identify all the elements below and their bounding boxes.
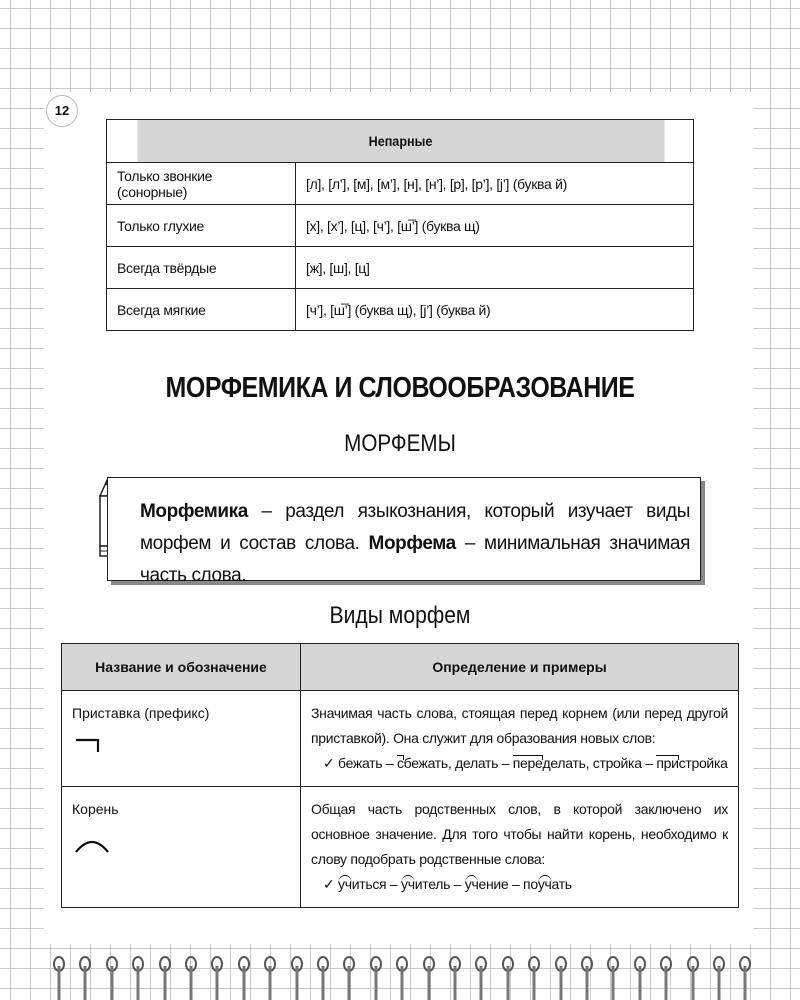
term-morpheme: Морфема xyxy=(368,533,456,554)
root-marked: уч xyxy=(464,876,479,892)
morph-types-title: Виды морфем xyxy=(329,602,471,629)
root-marked: уч xyxy=(338,876,352,892)
section-title: МОРФЕМИКА И СЛОВООБРАЗОВАНИЕ xyxy=(165,372,635,404)
spiral-ring-icon xyxy=(738,950,752,1000)
row-label: Только глухие xyxy=(107,205,296,247)
spiral-ring-icon xyxy=(237,950,251,1000)
spiral-ring-icon xyxy=(105,950,119,1000)
spiral-ring-icon xyxy=(659,950,673,1000)
spiral-ring-icon xyxy=(263,950,277,1000)
root-marked: уч xyxy=(401,876,415,892)
morpheme-example xyxy=(311,872,728,897)
table-row xyxy=(107,205,694,247)
root-arc-icon xyxy=(72,830,112,856)
morpheme-definition: Значимая часть слова, стоящая перед корнем (или перед другой приставкой). Она служит для образования новых слов: xyxy=(311,705,728,746)
table-row xyxy=(62,691,739,787)
morpheme-name-cell xyxy=(62,691,301,787)
unpaired-consonants-table xyxy=(106,119,694,331)
spiral-ring-icon xyxy=(422,950,436,1000)
spiral-ring-icon xyxy=(633,950,647,1000)
morpheme-example xyxy=(311,751,728,776)
spiral-ring-icon xyxy=(158,950,172,1000)
table-row xyxy=(107,163,694,205)
prefix-marked: при xyxy=(656,755,679,771)
spiral-ring-icon xyxy=(686,950,700,1000)
prefix-symbol-icon xyxy=(72,734,102,756)
example-part: стройка xyxy=(678,755,728,771)
spiral-ring-icon xyxy=(52,950,66,1000)
morpheme-types-table xyxy=(61,643,739,908)
spiral-ring-icon xyxy=(184,950,198,1000)
spiral-ring-icon xyxy=(342,950,356,1000)
definition-morphemics: – раздел языкознания, который изучает виды морфем и состав слова. xyxy=(140,501,690,554)
prefix-marked: с xyxy=(396,755,404,771)
spiral-ring-icon xyxy=(78,950,92,1000)
spiral-ring-icon xyxy=(316,950,330,1000)
example-part: бежать, делать – xyxy=(403,755,513,771)
root-marked: уч xyxy=(537,876,552,892)
spiral-ring-icon xyxy=(448,950,462,1000)
spiral-ring-icon xyxy=(369,950,383,1000)
spiral-ring-icon xyxy=(131,950,145,1000)
example-part: ать xyxy=(551,876,572,892)
morpheme-name: Приставка (префикс) xyxy=(72,705,210,721)
spiral-ring-icon xyxy=(527,950,541,1000)
morpheme-name-cell xyxy=(62,787,301,908)
page-number: 12 xyxy=(46,95,78,127)
morpheme-definition-cell xyxy=(301,787,739,908)
unpaired-table-header: Непарные xyxy=(136,120,664,163)
spiral-ring-icon xyxy=(580,950,594,1000)
row-value: [ч’], [ш̅’] (буква щ), [j’] (буква й) xyxy=(296,289,694,331)
table-row xyxy=(107,247,694,289)
spiral-ring-icon xyxy=(606,950,620,1000)
column-header-definition: Определение и примеры xyxy=(301,644,739,691)
table-row xyxy=(62,787,739,908)
prefix-marked: пере xyxy=(512,755,543,771)
spiral-ring-icon xyxy=(712,950,726,1000)
definition-box xyxy=(107,477,701,586)
example-part: делать, стройка – xyxy=(542,755,657,771)
row-label: Только звонкие (сонорные) xyxy=(107,163,296,205)
morpheme-name: Корень xyxy=(72,801,119,817)
example-part: итель – xyxy=(414,876,465,892)
example-part: ✓ xyxy=(323,876,339,892)
spiral-ring-icon xyxy=(290,950,304,1000)
term-morphemics: Морфемика xyxy=(140,501,248,522)
example-part: ение – по xyxy=(478,876,538,892)
spiral-ring-icon xyxy=(474,950,488,1000)
spiral-ring-icon xyxy=(395,950,409,1000)
notebook-spiral xyxy=(44,950,756,1000)
row-value: [х], [х’], [ц], [ч’], [ш̅’] (буква щ) xyxy=(296,205,694,247)
morpheme-definition-cell xyxy=(301,691,739,787)
subsection-title: МОРФЕМЫ xyxy=(344,430,456,457)
definition-text xyxy=(140,496,690,592)
example-part: иться – xyxy=(351,876,402,892)
morpheme-definition: Общая часть родственных слов, в которой заключено их основное значение. Для того чтобы найти корень, необходимо к слову подобрать родственные слова: xyxy=(311,801,728,867)
table-row xyxy=(107,289,694,331)
row-value: [ж], [ш], [ц] xyxy=(296,247,694,289)
row-label: Всегда мягкие xyxy=(107,289,296,331)
spiral-ring-icon xyxy=(210,950,224,1000)
spiral-ring-icon xyxy=(554,950,568,1000)
row-label: Всегда твёрдые xyxy=(107,247,296,289)
row-value: [л], [л’], [м], [м’], [н], [н’], [р], [р’], [j’] (буква й) xyxy=(296,163,694,205)
example-part: ✓ бежать – xyxy=(323,755,397,771)
spiral-ring-icon xyxy=(501,950,515,1000)
column-header-name: Название и обозначение xyxy=(62,644,301,691)
definition-morpheme: – минимальная значимая часть слова. xyxy=(140,533,690,586)
